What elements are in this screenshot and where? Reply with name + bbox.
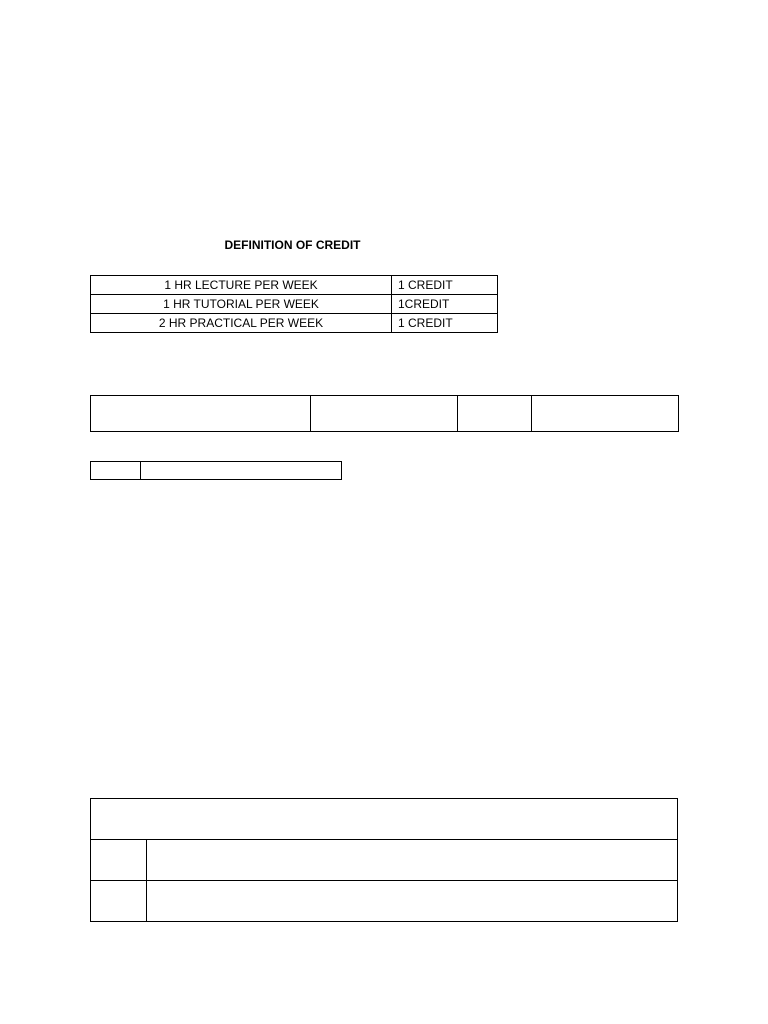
credit-cell: 1 CREDIT [392,314,498,333]
credit-definition-table [90,275,498,333]
activity-cell: 1 HR TUTORIAL PER WEEK [91,295,392,314]
empty-cell [91,881,147,922]
empty-cell [91,396,311,432]
table-row [91,276,498,295]
empty-cell [311,396,458,432]
table-row [91,881,678,922]
empty-cell [532,396,679,432]
empty-cell [91,840,147,881]
table-row [91,295,498,314]
table-row [91,462,342,480]
empty-cell [91,799,678,840]
table-row [91,840,678,881]
empty-cell [147,840,678,881]
empty-cell [147,881,678,922]
table-row [91,396,679,432]
table-row [91,314,498,333]
table-row [91,799,678,840]
activity-cell: 2 HR PRACTICAL PER WEEK [91,314,392,333]
empty-table-two-columns [90,461,342,480]
credit-cell: 1 CREDIT [392,276,498,295]
empty-cell [458,396,532,432]
empty-table-four-columns [90,395,679,432]
page-title: DEFINITION OF CREDIT [224,238,361,252]
activity-cell: 1 HR LECTURE PER WEEK [91,276,392,295]
empty-cell [141,462,342,480]
empty-table-grid [90,798,678,922]
credit-cell: 1CREDIT [392,295,498,314]
empty-cell [91,462,141,480]
